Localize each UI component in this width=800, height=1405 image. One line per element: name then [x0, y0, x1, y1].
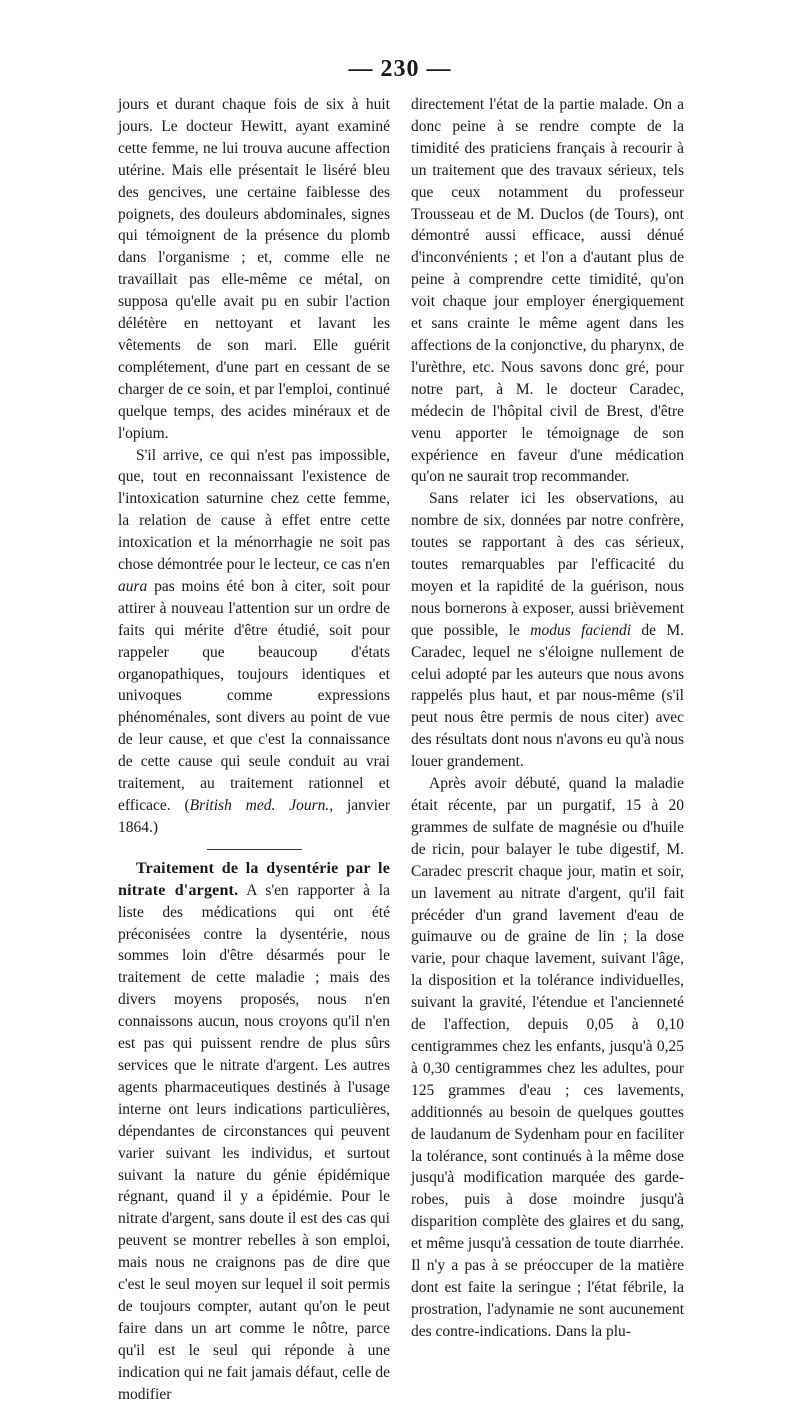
text-run: de M. Caradec, lequel ne s'éloigne nullement de celui adopté par les auteurs que nous avons rappelés plus haut, et par nous-même (s'il peut nous être permis de nous citer) avec des résultats dont nous n'avons eu qu'à nous louer grandement.: [411, 621, 685, 771]
italic-aura: aura: [118, 577, 148, 595]
paragraph-lead-poisoning-discussion: [118, 445, 390, 839]
text-run: , janvier 1864.): [118, 797, 390, 836]
text-run: Sans relater ici les observations, au nombre de six, données par notre confrère, toutes se rapportant à des cas sérieux, toutes remarquables par l'efficacité du moyen et la rapidité de la guérison, nous nous bornerons à exposer, aussi brièvement que possible, le: [411, 490, 684, 639]
paragraph-dysentery-treatment: [118, 858, 390, 1405]
paragraph-caradec-protocol: Après avoir débuté, quand la maladie était récente, par un purgatif, 15 à 20 grammes de sulfate de magnésie ou d'huile de ricin, pour balayer le tube digestif, M. Caradec prescrit chaque jour, matin et soir, un lavement au nitrate d'argent, qu'il fait précéder d'un grand lavement d'eau de guimauve ou de graine de lin ; la dose varie, pour chaque lavement, suivant l'âge, la disposition et la tolérance individuelles, suivant la gravité, l'étendue et l'ancienneté de l'affection, depuis 0,05 à 0,10 centigrammes chez les enfants, jusqu'à 0,25 à 0,30 centigrammes chez les adultes, pour 125 grammes d'eau ; ces lavements, additionnés au besoin de quelques gouttes de laudanum de Sydenham pour en faciliter la tolérance, sont continués à la même dose jusqu'à modification marquée des garde-robes, puis à dose moindre jusqu'à disparition complète des glaires et du sang, et même jusqu'à cessation de toute diarrhée. Il n'y a pas à se préoccuper de la matière dont est faite la seringue ; l'état fébrile, la prostration, l'adynamie ne sont aucunement des contre-indications. Dans la plu-: [411, 775, 684, 1340]
text-run: A s'en rapporter à la liste des médications qui ont été préconisées contre la dysentérie, nous sommes loin d'être désarmés pour le traitement de cette maladie ; mais des divers moyens proposés, nous n'en connaissons aucun, nous croyons qu'il n'en est pas qui puissent rendre de plus sûrs services que le nitrate d'argent. Les autres agents pharmaceutiques destinés à l'usage interne ont leurs indications particulières, dépendantes de circonstances qui peuvent varier suivant les individus, et surtout suivant la nature du génie épidémique régnant, quand il y a épidémie. Pour le nitrate d'argent, sans doute il est des cas qui peuvent se montrer rebelles à son emploi, mais nous ne craignons pas de dire que c'est le seul moyen sur lequel il soit permis de toujours compter, autant qu'on le peut faire dans un art comme le nôtre, parce qu'il est le seul qui réponde à une indication qui ne fait jamais défaut, celle de modifier: [118, 881, 390, 1403]
text-run: pas moins été bon à citer, soit pour attirer à nouveau l'attention sur un ordre de faits qui mérite d'être étudié, soit pour rappeler que beaucoup d'états organopathiques, toujours identiques et univoques comme expressions phénoménales, sont divers au point de vue de leur cause, et que c'est la connaissance de cette cause qui seule conduit au vrai traitement, au traitement rationnel et efficace. (: [118, 577, 390, 814]
italic-modus-faciendi: modus faciendi: [530, 621, 632, 639]
page-number: — 230 —: [348, 56, 452, 82]
left-column: [118, 94, 390, 1405]
journal-source: British med. Journ.: [189, 797, 330, 814]
text-run: S'il arrive, ce qui n'est pas impossible, que, tout en reconnaissant l'existence de l'intoxication saturnine chez cette femme, la relation de cause à effet entre cette intoxication et la ménorrhagie ne soit pas chose démontrée pour le lecteur, ce cas n'en: [118, 446, 390, 574]
paragraph-hewitt-case: jours et durant chaque fois de six à huit jours. Le docteur Hewitt, ayant examiné cette femme, ne lui trouva aucune affection utérine. Mais elle présentait le liséré bleu des gencives, une certaine faiblesse des poignets, des douleurs abdominales, signes qui témoignent de la présence du plomb dans l'organisme ; et, comme elle ne travaillait pas elle-même ce métal, on supposa qu'elle avait pu en subir l'action délétère en nettoyant et lavant les vêtements de son mari. Elle guérit complétement, d'une part en cessant de se charger de ce soin, et par l'emploi, continué quelque temps, des acides minéraux et de l'opium.: [118, 96, 390, 442]
right-column: [411, 94, 684, 1343]
section-divider: [207, 849, 302, 850]
paragraph-observations: [411, 488, 684, 773]
paragraph-french-timidity: directement l'état de la partie malade. On a donc peine à se rendre compte de la timidité des praticiens français à recourir à un traitement que des travaux sérieux, tels que ceux notamment du professeur Trousseau et de M. Duclos (de Tours), ont démontré aussi efficace, aussi dénué d'inconvénients ; et l'on a d'autant plus de peine à comprendre cette timidité, qu'on voit chaque jour employer énergiquement et sans crainte le même agent dans les affections de la conjonctive, du pharynx, de l'urèthre, etc. Nous savons donc gré, pour notre part, à M. le docteur Caradec, médecin de l'hôpital civil de Brest, d'être venu apporter le témoignage de son expérience en faveur d'une médication qu'on ne saurait trop recommander.: [411, 96, 684, 486]
section-run-in-title: Traitement de la dysentérie par le nitrate d'argent.: [118, 859, 390, 899]
